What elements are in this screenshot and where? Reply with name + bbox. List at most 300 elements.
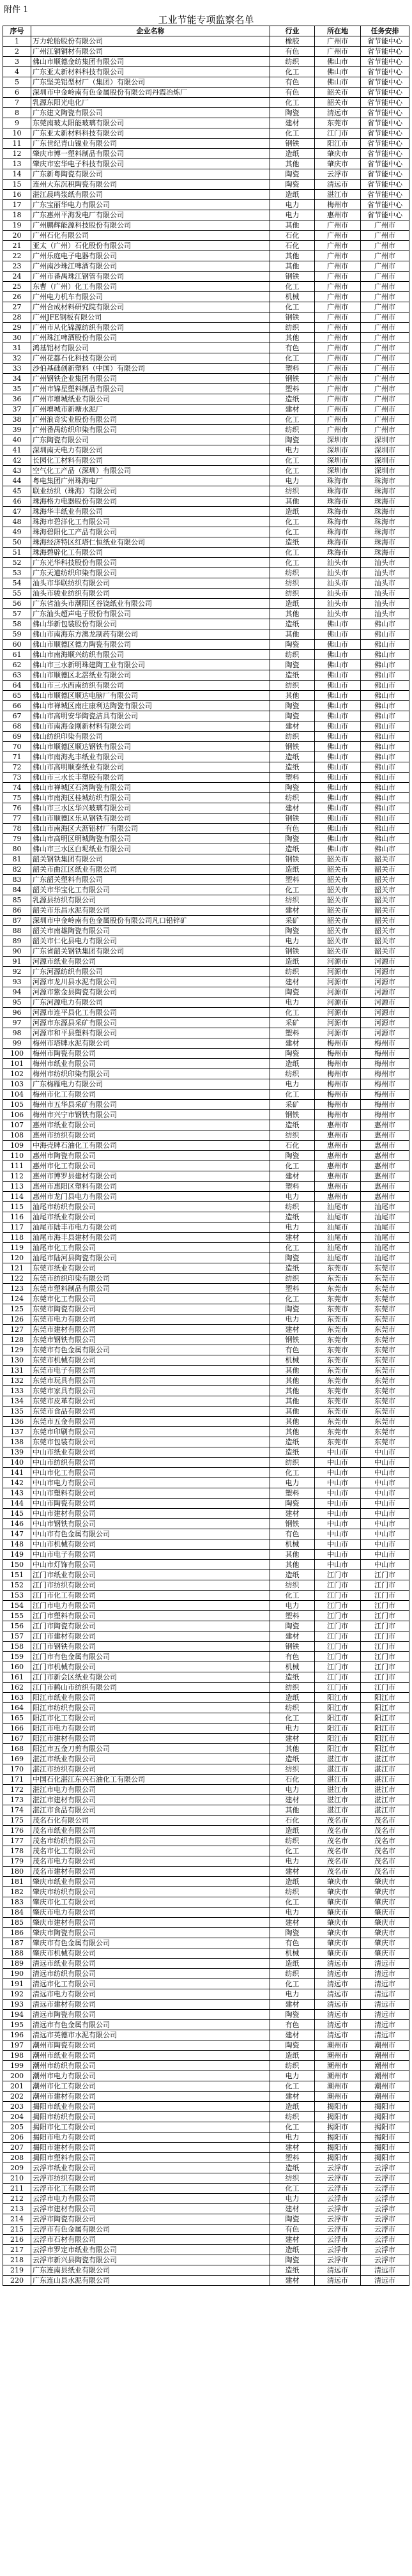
- cell-industry: 建材: [270, 2276, 315, 2286]
- cell-serial: 195: [3, 2020, 31, 2030]
- header-serial: 序号: [3, 26, 31, 36]
- cell-company: 潮州市建材有限公司: [31, 2092, 270, 2102]
- table-row: [3, 1601, 409, 1611]
- table-row: [3, 261, 409, 272]
- cell-location: 佛山市: [315, 650, 361, 660]
- cell-company: 汕尾市陆河县陶瓷有限公司: [31, 1253, 270, 1263]
- cell-industry: 机械: [270, 1539, 315, 1550]
- cell-industry: 电力: [270, 2194, 315, 2204]
- cell-task: 江门市: [361, 1683, 409, 1693]
- cell-serial: 106: [3, 1110, 31, 1120]
- cell-serial: 131: [3, 1366, 31, 1376]
- table-row: [3, 1274, 409, 1284]
- cell-task: 茂名市: [361, 1836, 409, 1846]
- cell-task: 省节能中心: [361, 159, 409, 169]
- cell-company: 中山市塑料有限公司: [31, 1488, 270, 1499]
- cell-task: 梅州市: [361, 1090, 409, 1100]
- cell-company: 深圳南天电力有限公司: [31, 445, 270, 456]
- cell-location: 梅州市: [315, 1069, 361, 1079]
- table-row: [3, 180, 409, 190]
- cell-serial: 70: [3, 742, 31, 752]
- cell-company: 肇庆市机械有限公司: [31, 1948, 270, 1959]
- table-row: [3, 2265, 409, 2276]
- cell-company: 清远市纺织有限公司: [31, 1969, 270, 1979]
- table-row: [3, 364, 409, 374]
- cell-task: 广州市: [361, 353, 409, 364]
- cell-location: 广州市: [315, 353, 361, 364]
- table-row: [3, 803, 409, 814]
- cell-task: 江门市: [361, 1652, 409, 1662]
- table-row: [3, 343, 409, 353]
- cell-task: 梅州市: [361, 1059, 409, 1069]
- cell-task: 揭阳市: [361, 2133, 409, 2143]
- cell-serial: 219: [3, 2265, 31, 2276]
- cell-location: 肇庆市: [315, 159, 361, 169]
- cell-location: 深圳市: [315, 456, 361, 466]
- cell-industry: 纺织: [270, 425, 315, 435]
- cell-task: 潮州市: [361, 2092, 409, 2102]
- cell-location: 广州市: [315, 231, 361, 241]
- cell-industry: 其他: [270, 1427, 315, 1437]
- cell-industry: 纺织: [270, 1458, 315, 1468]
- cell-serial: 120: [3, 1253, 31, 1263]
- cell-company: 茂名市电力有限公司: [31, 1856, 270, 1867]
- cell-serial: 63: [3, 670, 31, 681]
- table-row: [3, 1672, 409, 1683]
- cell-task: 韶关市: [361, 906, 409, 916]
- cell-location: 江门市: [315, 1662, 361, 1672]
- cell-task: 梅州市: [361, 1079, 409, 1090]
- cell-company: 广东亚太新材料科技有限公司: [31, 67, 270, 77]
- cell-serial: 173: [3, 1795, 31, 1805]
- cell-industry: 陶瓷: [270, 108, 315, 118]
- cell-task: 佛山市: [361, 783, 409, 793]
- cell-industry: 建材: [270, 977, 315, 987]
- cell-company: 广东梅雁电力有限公司: [31, 1079, 270, 1090]
- cell-location: 江门市: [315, 1591, 361, 1601]
- table-row: [3, 2102, 409, 2112]
- cell-company: 广东省汕头市潮阳区谷饶纸业有限公司: [31, 599, 270, 609]
- cell-serial: 58: [3, 619, 31, 629]
- cell-task: 茂名市: [361, 1856, 409, 1867]
- table-row: [3, 814, 409, 824]
- cell-industry: 化工: [270, 2081, 315, 2092]
- table-row: [3, 394, 409, 405]
- cell-company: 鸿基铝材有限公司: [31, 343, 270, 353]
- cell-industry: 电力: [270, 476, 315, 486]
- cell-industry: 造纸: [270, 1447, 315, 1458]
- cell-serial: 192: [3, 1989, 31, 2000]
- cell-industry: 化工: [270, 1468, 315, 1478]
- cell-task: 韶关市: [361, 895, 409, 906]
- cell-serial: 53: [3, 568, 31, 578]
- cell-task: 汕尾市: [361, 1233, 409, 1243]
- cell-serial: 49: [3, 527, 31, 537]
- cell-location: 茂名市: [315, 1846, 361, 1856]
- table-row: [3, 1499, 409, 1509]
- cell-industry: 化工: [270, 1897, 315, 1908]
- cell-task: 广州市: [361, 302, 409, 312]
- cell-industry: 造纸: [270, 1263, 315, 1274]
- cell-company: 茂名石化有限公司: [31, 1816, 270, 1826]
- cell-company: 江门市塑料有限公司: [31, 1611, 270, 1621]
- cell-serial: 109: [3, 1141, 31, 1151]
- table-row: [3, 1284, 409, 1294]
- cell-company: 粤电集团广州珠海电厂: [31, 476, 270, 486]
- table-row: [3, 200, 409, 210]
- cell-serial: 193: [3, 2000, 31, 2010]
- cell-industry: 电力: [270, 1908, 315, 1918]
- cell-serial: 32: [3, 353, 31, 364]
- cell-task: 佛山市: [361, 803, 409, 814]
- header-task: 任务安排: [361, 26, 409, 36]
- cell-company: 惠州市化工有限公司: [31, 1161, 270, 1171]
- cell-industry: 电力: [270, 1079, 315, 1090]
- table-row: [3, 2235, 409, 2245]
- cell-company: 惠州市龙门县电力有限公司: [31, 1192, 270, 1202]
- cell-task: 清远市: [361, 1969, 409, 1979]
- cell-location: 珠海市: [315, 527, 361, 537]
- cell-industry: 化工: [270, 1591, 315, 1601]
- cell-industry: 纺织: [270, 1274, 315, 1284]
- table-row: [3, 2255, 409, 2265]
- table-row: [3, 2173, 409, 2184]
- cell-serial: 177: [3, 1836, 31, 1846]
- cell-location: 东莞市: [315, 1386, 361, 1396]
- cell-serial: 160: [3, 1662, 31, 1672]
- cell-serial: 184: [3, 1908, 31, 1918]
- cell-company: 珠海碧阳化工产品有限公司: [31, 527, 270, 537]
- cell-location: 东莞市: [315, 1284, 361, 1294]
- cell-industry: 橡胶: [270, 36, 315, 47]
- cell-industry: 建材: [270, 1867, 315, 1877]
- cell-industry: 其他: [270, 1560, 315, 1570]
- cell-industry: 采矿: [270, 1100, 315, 1110]
- cell-task: 云浮市: [361, 2235, 409, 2245]
- cell-task: 东莞市: [361, 1376, 409, 1386]
- cell-industry: 机械: [270, 292, 315, 302]
- table-row: [3, 1805, 409, 1816]
- cell-location: 江门市: [315, 128, 361, 139]
- cell-company: 湛江市纸业有限公司: [31, 1754, 270, 1764]
- cell-location: 中山市: [315, 1509, 361, 1519]
- cell-serial: 214: [3, 2214, 31, 2225]
- cell-location: 阳江市: [315, 1734, 361, 1744]
- cell-task: 东莞市: [361, 1437, 409, 1447]
- table-row: [3, 2276, 409, 2286]
- cell-serial: 44: [3, 476, 31, 486]
- table-row: [3, 1100, 409, 1110]
- cell-task: 佛山市: [361, 701, 409, 711]
- cell-serial: 39: [3, 425, 31, 435]
- cell-task: 省节能中心: [361, 139, 409, 149]
- cell-company: 清远市纸业有限公司: [31, 1959, 270, 1969]
- cell-company: 佛山市南海兆丰纸业有限公司: [31, 752, 270, 762]
- cell-company: 广州江铜铜材有限公司: [31, 47, 270, 57]
- cell-company: 肇庆市博一塑料制品有限公司: [31, 149, 270, 159]
- cell-task: 江门市: [361, 1601, 409, 1611]
- cell-location: 揭阳市: [315, 2122, 361, 2133]
- table-row: [3, 1754, 409, 1764]
- cell-task: 江门市: [361, 1570, 409, 1580]
- cell-industry: 纺织: [270, 793, 315, 803]
- cell-location: 汕尾市: [315, 1202, 361, 1212]
- table-row: [3, 844, 409, 854]
- cell-task: 汕头市: [361, 609, 409, 619]
- cell-task: 中山市: [361, 1529, 409, 1539]
- table-row: [3, 1959, 409, 1969]
- cell-location: 江门市: [315, 1642, 361, 1652]
- table-row: [3, 1795, 409, 1805]
- cell-task: 云浮市: [361, 2184, 409, 2194]
- cell-location: 湛江市: [315, 1764, 361, 1775]
- cell-serial: 201: [3, 2081, 31, 2092]
- cell-company: 揭阳市电力有限公司: [31, 2133, 270, 2143]
- cell-company: 江门市纺织有限公司: [31, 1580, 270, 1591]
- cell-industry: 采矿: [270, 1018, 315, 1028]
- cell-serial: 108: [3, 1130, 31, 1141]
- table-row: [3, 1979, 409, 1989]
- cell-serial: 62: [3, 660, 31, 670]
- table-row: [3, 1355, 409, 1366]
- cell-serial: 204: [3, 2112, 31, 2122]
- table-row: [3, 916, 409, 926]
- cell-serial: 28: [3, 312, 31, 323]
- cell-company: 云浮市有色金属有限公司: [31, 2225, 270, 2235]
- cell-task: 河源市: [361, 1018, 409, 1028]
- table-row: [3, 1202, 409, 1212]
- cell-industry: 其他: [270, 1417, 315, 1427]
- cell-company: 乳源东阳光电化厂: [31, 98, 270, 108]
- table-row: [3, 2122, 409, 2133]
- cell-company: 湛江市电力有限公司: [31, 1785, 270, 1795]
- cell-company: 广州鹏辉能源科技股份有限公司: [31, 220, 270, 231]
- cell-company: 江门市电力有限公司: [31, 1601, 270, 1611]
- cell-company: 河源市龙川县水泥有限公司: [31, 977, 270, 987]
- cell-task: 东莞市: [361, 1427, 409, 1437]
- cell-task: 佛山市: [361, 629, 409, 640]
- cell-location: 潮州市: [315, 2040, 361, 2051]
- cell-serial: 87: [3, 916, 31, 926]
- table-row: [3, 1427, 409, 1437]
- cell-company: 万力轮胎股份有限公司: [31, 36, 270, 47]
- table-row: [3, 609, 409, 619]
- table-row: [3, 977, 409, 987]
- cell-industry: 钢铁: [270, 312, 315, 323]
- cell-task: 东莞市: [361, 1407, 409, 1417]
- cell-industry: 其他: [270, 1407, 315, 1417]
- cell-company: 潮州市陶瓷有限公司: [31, 2040, 270, 2051]
- cell-task: 中山市: [361, 1499, 409, 1509]
- cell-serial: 113: [3, 1182, 31, 1192]
- table-row: [3, 1816, 409, 1826]
- cell-serial: 30: [3, 333, 31, 343]
- cell-task: 肇庆市: [361, 1877, 409, 1887]
- cell-industry: 建材: [270, 803, 315, 814]
- cell-serial: 166: [3, 1724, 31, 1734]
- cell-company: 珠海经济特区红塔仁恒纸业有限公司: [31, 537, 270, 548]
- cell-company: 云浮市罗定市纸业有限公司: [31, 2245, 270, 2255]
- cell-task: 广州市: [361, 241, 409, 251]
- cell-task: 东莞市: [361, 1325, 409, 1335]
- cell-company: 江门市钢铁有限公司: [31, 1642, 270, 1652]
- table-row: [3, 425, 409, 435]
- cell-serial: 186: [3, 1928, 31, 1938]
- cell-task: 惠州市: [361, 1192, 409, 1202]
- cell-task: 惠州市: [361, 1141, 409, 1151]
- cell-task: 中山市: [361, 1468, 409, 1478]
- cell-company: 揭阳市化工有限公司: [31, 2122, 270, 2133]
- cell-serial: 29: [3, 323, 31, 333]
- cell-serial: 168: [3, 1744, 31, 1754]
- cell-serial: 84: [3, 885, 31, 895]
- cell-industry: 其他: [270, 159, 315, 169]
- table-row: [3, 558, 409, 568]
- cell-task: 韶关市: [361, 936, 409, 946]
- cell-industry: 造纸: [270, 957, 315, 967]
- cell-location: 广州市: [315, 374, 361, 384]
- cell-task: 省节能中心: [361, 98, 409, 108]
- cell-company: 佛山市顺德区北滘纸业有限公司: [31, 670, 270, 681]
- cell-company: 肇庆市纺织有限公司: [31, 1887, 270, 1897]
- cell-location: 云浮市: [315, 2184, 361, 2194]
- cell-company: 佛山市南海顺兴纺织有限公司: [31, 650, 270, 660]
- cell-serial: 203: [3, 2102, 31, 2112]
- table-row: [3, 1182, 409, 1192]
- table-row: [3, 967, 409, 977]
- table-row: [3, 1304, 409, 1315]
- cell-company: 江门市化工有限公司: [31, 1591, 270, 1601]
- cell-industry: 造纸: [270, 599, 315, 609]
- cell-serial: 110: [3, 1151, 31, 1161]
- cell-serial: 92: [3, 967, 31, 977]
- cell-serial: 209: [3, 2163, 31, 2173]
- cell-location: 广州市: [315, 241, 361, 251]
- cell-company: 河源市东源县采矿有限公司: [31, 1018, 270, 1028]
- cell-industry: 纺织: [270, 2112, 315, 2122]
- cell-company: 阳江市电力有限公司: [31, 1724, 270, 1734]
- table-row: [3, 292, 409, 302]
- table-row: [3, 660, 409, 670]
- cell-serial: 51: [3, 548, 31, 558]
- table-row: [3, 108, 409, 118]
- cell-industry: 电力: [270, 1724, 315, 1734]
- cell-company: 佛山市南海区桂城纺织有限公司: [31, 793, 270, 803]
- cell-location: 深圳市: [315, 435, 361, 445]
- cell-company: 东莞市有色金属有限公司: [31, 1345, 270, 1355]
- cell-location: 云浮市: [315, 2214, 361, 2225]
- cell-location: 云浮市: [315, 2173, 361, 2184]
- cell-task: 梅州市: [361, 1038, 409, 1049]
- cell-task: 茂名市: [361, 1846, 409, 1856]
- cell-industry: 塑料: [270, 875, 315, 885]
- cell-task: 潮州市: [361, 2061, 409, 2071]
- cell-task: 河源市: [361, 1008, 409, 1018]
- cell-industry: 纺织: [270, 589, 315, 599]
- cell-serial: 140: [3, 1458, 31, 1468]
- cell-location: 东莞市: [315, 1407, 361, 1417]
- cell-industry: 钢铁: [270, 1110, 315, 1120]
- cell-task: 揭阳市: [361, 2112, 409, 2122]
- cell-company: 广州市番禺珠江钢管有限公司: [31, 272, 270, 282]
- cell-company: 清远市英德市水泥有限公司: [31, 2030, 270, 2040]
- cell-industry: 塑料: [270, 1028, 315, 1038]
- cell-company: 东莞市玩具有限公司: [31, 1376, 270, 1386]
- table-row: [3, 1263, 409, 1274]
- cell-company: 连州大东沉积陶瓷有限公司: [31, 180, 270, 190]
- cell-industry: 造纸: [270, 2163, 315, 2173]
- cell-serial: 138: [3, 1437, 31, 1447]
- cell-location: 珠海市: [315, 548, 361, 558]
- cell-location: 东莞市: [315, 1294, 361, 1304]
- cell-location: 云浮市: [315, 2225, 361, 2235]
- cell-task: 云浮市: [361, 2214, 409, 2225]
- cell-serial: 139: [3, 1447, 31, 1458]
- cell-industry: 电力: [270, 1785, 315, 1795]
- cell-company: 韶关市华宝化工有限公司: [31, 885, 270, 895]
- cell-industry: 化工: [270, 1008, 315, 1018]
- cell-serial: 175: [3, 1816, 31, 1826]
- cell-company: 梅州市纸业有限公司: [31, 1059, 270, 1069]
- cell-task: 省节能中心: [361, 57, 409, 67]
- cell-industry: 纺织: [270, 681, 315, 691]
- cell-location: 珠海市: [315, 537, 361, 548]
- cell-serial: 96: [3, 1008, 31, 1018]
- cell-task: 省节能中心: [361, 149, 409, 159]
- table-row: [3, 1887, 409, 1897]
- cell-location: 惠州市: [315, 1182, 361, 1192]
- cell-company: 汕尾市纸业有限公司: [31, 1212, 270, 1222]
- table-row: [3, 1192, 409, 1202]
- cell-serial: 101: [3, 1059, 31, 1069]
- cell-serial: 150: [3, 1560, 31, 1570]
- table-row: [3, 1539, 409, 1550]
- table-row: [3, 1775, 409, 1785]
- cell-company: 佛山市三水新明珠建陶工业有限公司: [31, 660, 270, 670]
- table-row: [3, 2112, 409, 2122]
- cell-location: 云浮市: [315, 2163, 361, 2173]
- cell-serial: 164: [3, 1703, 31, 1713]
- cell-company: 潮州市电力有限公司: [31, 2071, 270, 2081]
- cell-company: 东莞市机械有限公司: [31, 1355, 270, 1366]
- cell-task: 清远市: [361, 1989, 409, 2000]
- table-row: [3, 456, 409, 466]
- cell-industry: 其他: [270, 333, 315, 343]
- cell-industry: 电力: [270, 1478, 315, 1488]
- table-row: [3, 1519, 409, 1529]
- cell-serial: 42: [3, 456, 31, 466]
- cell-task: 汕头市: [361, 599, 409, 609]
- cell-industry: 造纸: [270, 2051, 315, 2061]
- cell-serial: 2: [3, 47, 31, 57]
- cell-location: 阳江市: [315, 1693, 361, 1703]
- cell-location: 江门市: [315, 1601, 361, 1611]
- table-row: [3, 159, 409, 169]
- header-location: 所在地: [315, 26, 361, 36]
- cell-serial: 24: [3, 272, 31, 282]
- cell-task: 阳江市: [361, 1724, 409, 1734]
- table-row: [3, 88, 409, 98]
- cell-company: 河源市连平县化工有限公司: [31, 1008, 270, 1018]
- cell-location: 河源市: [315, 1008, 361, 1018]
- cell-serial: 159: [3, 1652, 31, 1662]
- cell-industry: 钢铁: [270, 854, 315, 865]
- cell-location: 佛山市: [315, 814, 361, 824]
- cell-location: 佛山市: [315, 640, 361, 650]
- cell-task: 东莞市: [361, 1315, 409, 1325]
- cell-industry: 电力: [270, 1989, 315, 2000]
- cell-company: 东莞市食品有限公司: [31, 1407, 270, 1417]
